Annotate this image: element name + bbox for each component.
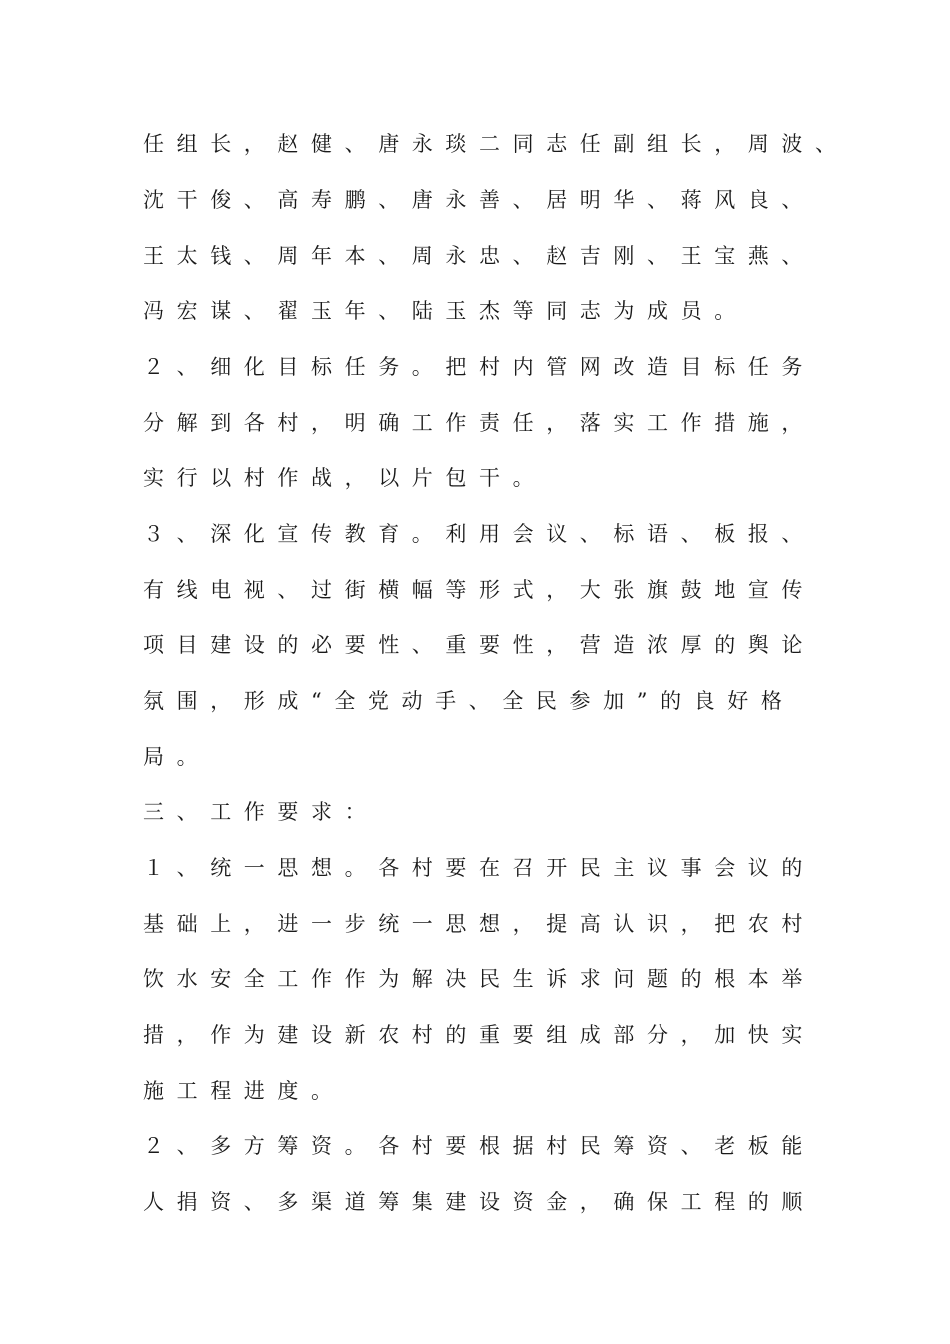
text-line: 饮水安全工作作为解决民生诉求问题的根本举 xyxy=(143,967,815,991)
text-line: 措，作为建设新农村的重要组成部分，加快实 xyxy=(143,1023,815,1047)
text-line: 王太钱、周年本、周永忠、赵吉刚、王宝燕、 xyxy=(143,244,815,268)
text-line: 人捐资、多渠道筹集建设资金，确保工程的顺 xyxy=(143,1190,815,1214)
text-line: 氛围，形成“全党动手、全民参加”的良好格 xyxy=(143,689,795,713)
text-line: 项目建设的必要性、重要性，营造浓厚的舆论 xyxy=(143,633,815,657)
text-line: 有线电视、过街横幅等形式，大张旗鼓地宣传 xyxy=(143,578,815,602)
text-line: 施工程进度。 xyxy=(143,1079,345,1103)
text-line: 基础上，进一步统一思想，提高认识，把农村 xyxy=(143,912,815,936)
text-line: ２、细化目标任务。把村内管网改造目标任务 xyxy=(143,355,815,379)
text-line: 任组长，赵健、唐永琰二同志任副组长，周波、 xyxy=(143,132,849,156)
text-line: ２、多方筹资。各村要根据村民筹资、老板能 xyxy=(143,1134,815,1158)
section-heading: 三、工作要求： xyxy=(143,800,379,824)
text-line: 沈干俊、高寿鹏、唐永善、居明华、蒋风良、 xyxy=(143,188,815,212)
text-line: １、统一思想。各村要在召开民主议事会议的 xyxy=(143,856,815,880)
text-line: 局。 xyxy=(143,745,211,769)
text-line: 实行以村作战，以片包干。 xyxy=(143,466,547,490)
text-line: 分解到各村，明确工作责任，落实工作措施， xyxy=(143,411,815,435)
text-line: ３、深化宣传教育。利用会议、标语、板报、 xyxy=(143,522,815,546)
text-line: 冯宏谋、翟玉年、陆玉杰等同志为成员。 xyxy=(143,299,748,323)
